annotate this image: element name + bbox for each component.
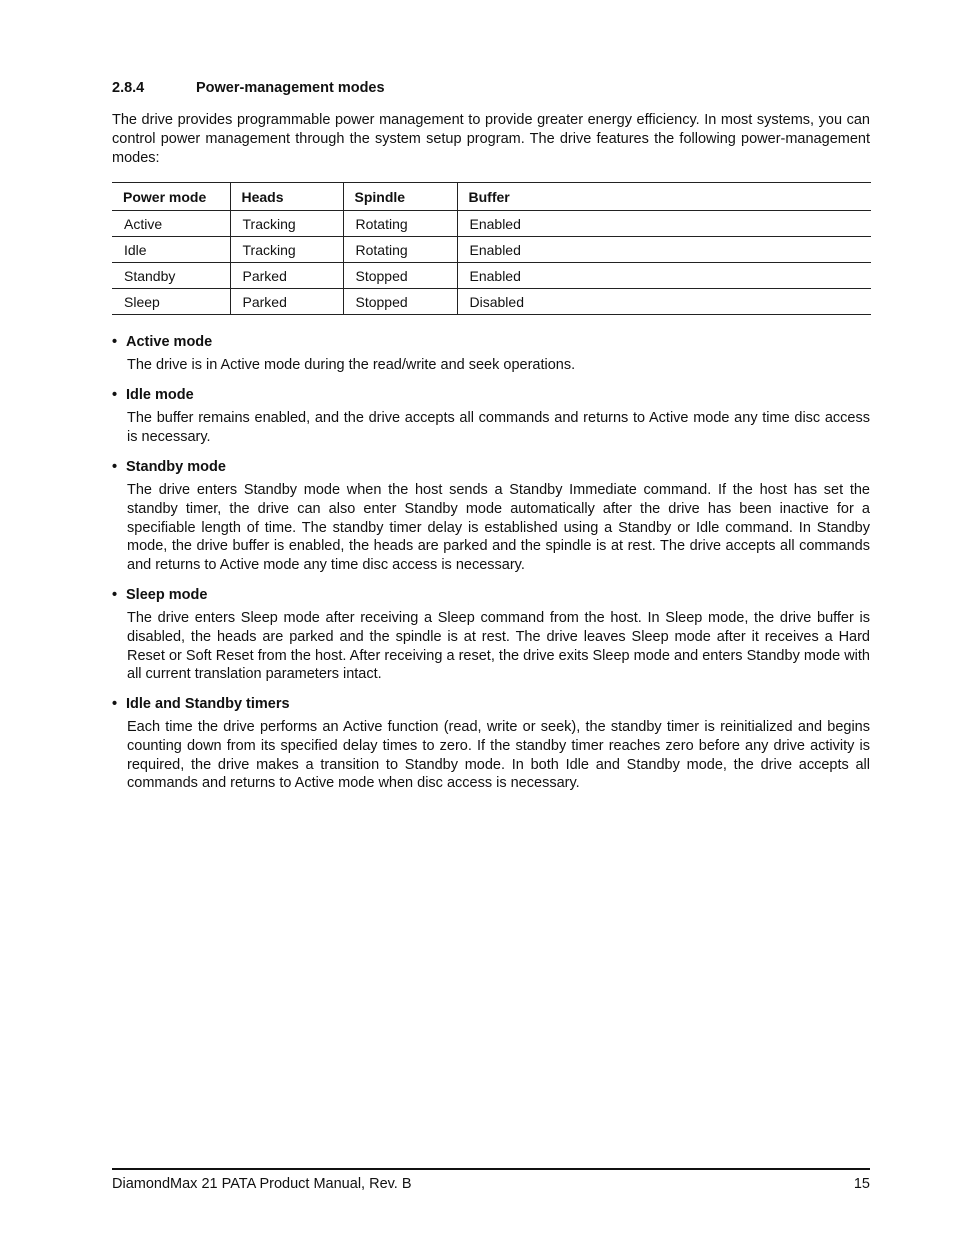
- cell-buffer: Enabled: [457, 263, 871, 289]
- cell-power-mode: Active: [112, 211, 230, 237]
- table-row: [112, 263, 871, 289]
- cell-spindle: Stopped: [343, 289, 457, 315]
- cell-heads: Parked: [230, 263, 343, 289]
- timers-title: • Idle and Standby timers: [112, 696, 290, 712]
- table-row: [112, 289, 871, 315]
- timers-text: Each time the drive performs an Active function (read, write or seek), the standby timer is reinitialized and begins counting down from its specified delay times to zero. If the standby timer reaches zero before any drive activity is required, the drive makes a transition to Standby mode. In both Idle and Standby mode, the drive accepts all commands and returns to Active mode when disc access is necessary.: [127, 719, 870, 792]
- idle-mode-title: • Idle mode: [112, 387, 194, 403]
- footer-divider: [112, 1168, 870, 1170]
- page-number: 15: [853, 1176, 870, 1192]
- header-spindle: Spindle: [343, 183, 457, 211]
- section-heading: [112, 80, 385, 96]
- cell-spindle: Stopped: [343, 263, 457, 289]
- cell-buffer: Enabled: [457, 237, 871, 263]
- bullet-icon: •: [112, 459, 118, 475]
- header-heads: Heads: [230, 183, 343, 211]
- active-mode-title: • Active mode: [112, 334, 213, 350]
- cell-heads: Parked: [230, 289, 343, 315]
- sleep-mode-section: [112, 587, 870, 684]
- header-power-mode: Power mode: [112, 183, 230, 211]
- cell-spindle: Rotating: [343, 211, 457, 237]
- cell-spindle: Rotating: [343, 237, 457, 263]
- bullet-icon: •: [112, 696, 118, 712]
- active-mode-text: The drive is in Active mode during the read/write and seek operations.: [127, 357, 576, 373]
- table-row: [112, 237, 871, 263]
- section-title: Power-management modes: [196, 80, 385, 96]
- idle-mode-text: The buffer remains enabled, and the drive accepts all commands and returns to Active mode any time disc access is necessary.: [127, 410, 870, 445]
- standby-mode-title: • Standby mode: [112, 459, 226, 475]
- power-modes-table: [112, 182, 871, 315]
- section-number: 2.8.4: [112, 80, 145, 96]
- standby-mode-section: [112, 459, 870, 575]
- cell-heads: Tracking: [230, 237, 343, 263]
- timers-section: [112, 696, 870, 793]
- table-header-row: [112, 183, 871, 211]
- idle-mode-section: [112, 387, 870, 447]
- cell-power-mode: Idle: [112, 237, 230, 263]
- active-mode-section: [112, 334, 870, 375]
- bullet-icon: •: [112, 587, 118, 603]
- intro-paragraph: The drive provides programmable power management to provide greater energy efficiency. In most systems, you can control power management through the system setup program. The drive features the following power-management modes:: [112, 112, 870, 166]
- sleep-mode-title: • Sleep mode: [112, 587, 208, 603]
- cell-buffer: Disabled: [457, 289, 871, 315]
- bullet-icon: •: [112, 334, 118, 350]
- table-row: [112, 211, 871, 237]
- bullet-icon: •: [112, 387, 118, 403]
- cell-heads: Tracking: [230, 211, 343, 237]
- cell-buffer: Enabled: [457, 211, 871, 237]
- footer-manual-title: DiamondMax 21 PATA Product Manual, Rev. B: [112, 1176, 412, 1192]
- cell-power-mode: Sleep: [112, 289, 230, 315]
- header-buffer: Buffer: [457, 183, 871, 211]
- cell-power-mode: Standby: [112, 263, 230, 289]
- standby-mode-text: The drive enters Standby mode when the host sends a Standby Immediate command. If the host has set the standby timer, the drive can also enter Standby mode automatically after the drive has been inactive for a specifiable length of time. The standby timer delay is established using a Standby or Idle command. In Standby mode, the drive buffer is enabled, the heads are parked and the spindle is at rest. The drive accepts all commands and returns to Active mode any time disc access is necessary.: [127, 482, 870, 574]
- sleep-mode-text: The drive enters Sleep mode after receiving a Sleep command from the host. In Sleep mode, the drive buffer is disabled, the heads are parked and the spindle is at rest. The drive leaves Sleep mode after it receives a Hard Reset or Soft Reset from the host. After receiving a reset, the drive exits Sleep mode and enters Standby mode with all current translation parameters intact.: [127, 610, 870, 683]
